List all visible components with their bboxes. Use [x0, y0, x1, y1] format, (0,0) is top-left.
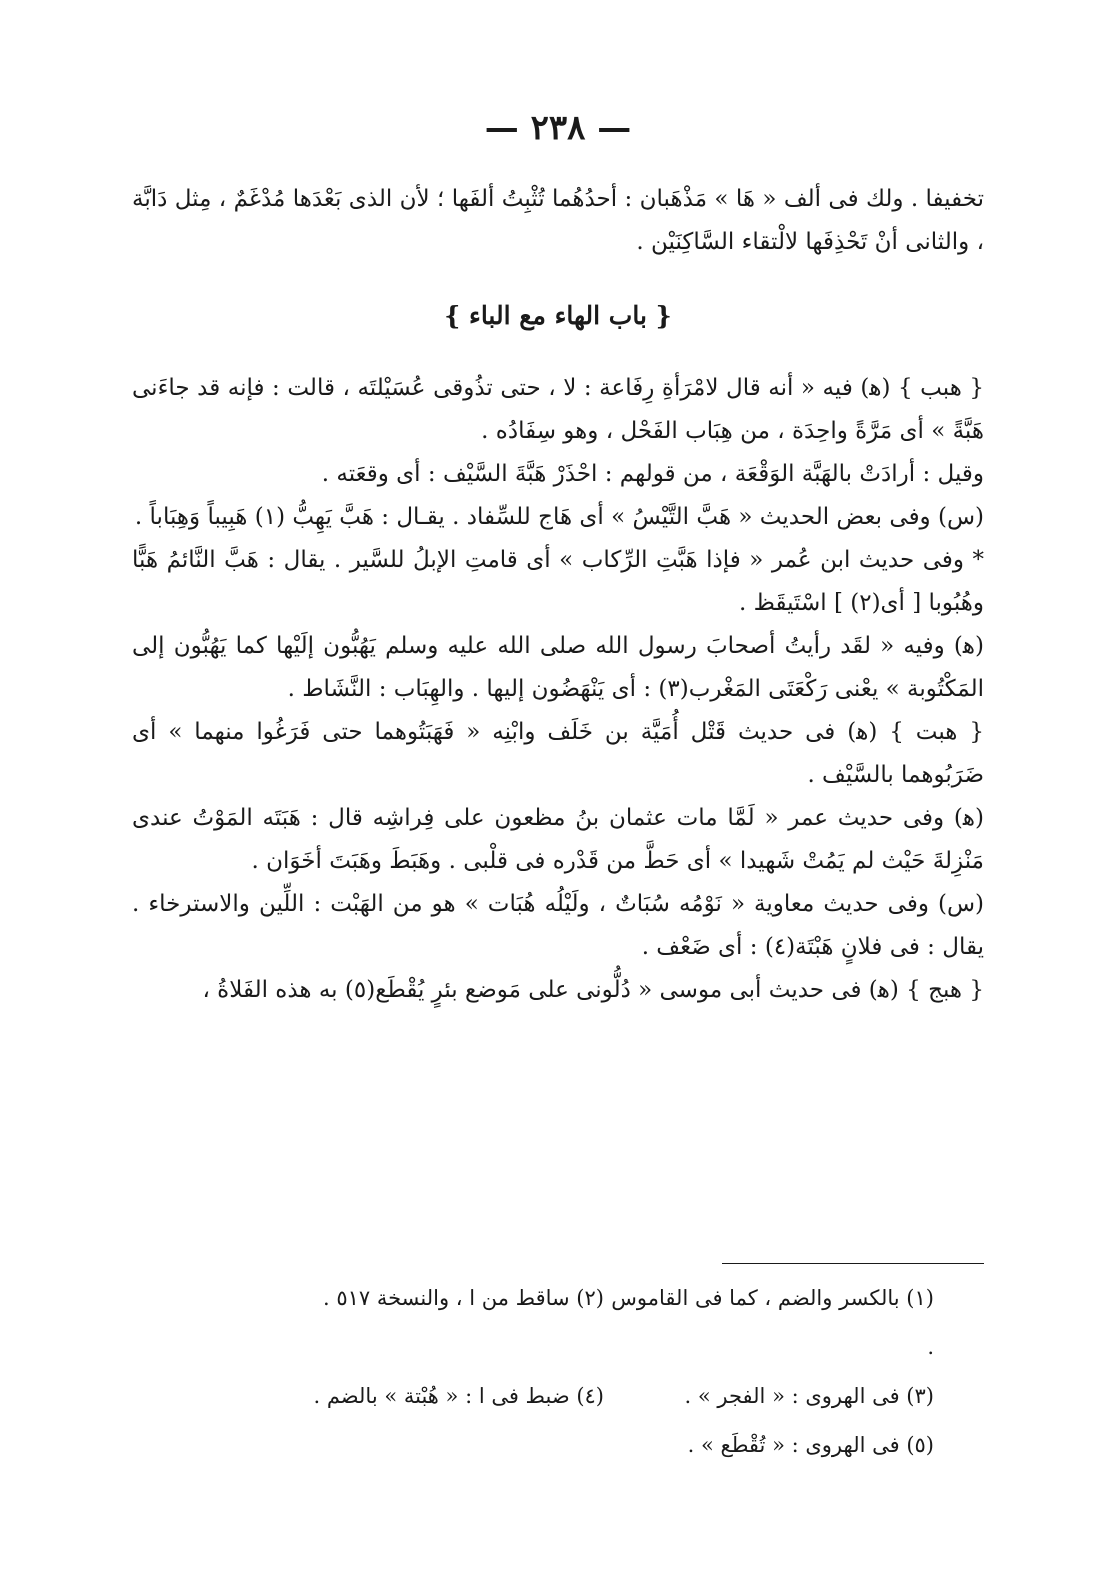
paragraph-habj: { هبج } (ﻫ) فى حديث أبى موسى « دُلُّونى على مَوضع بئرٍ يُقْطَع(٥) به هذه الفَلاةُ ،	[202, 977, 984, 1003]
footnote-row	[150, 1372, 934, 1421]
paragraph-habb-2: وقيل : أرادَتْ بالهَبَّة الوَقْعَة ، من قولهم : احْذَرْ هَبَّةَ السَّيْف : أى وقعَته .	[321, 461, 984, 487]
body-text	[132, 178, 984, 1012]
page-number: — ٢٣٨ —	[484, 108, 632, 148]
footnote-row	[150, 1421, 934, 1470]
footnote-5: (٥) فى الهروى : « تُقْطَع » .	[687, 1433, 934, 1457]
paragraph-habt-2: (ﻫ) وفى حديث عمر « لَمَّا مات عثمان بنُ مظعون على فِراشِه قال : هَبَتَه المَوْتُ عندى مَنْزِلةَ حَيْث لم يَمُتْ شَهيدا » أى حَطَّ من قَدْره فى قلْبى . وهَبَطَ وهَبَتَ أخَوَان .	[132, 805, 984, 874]
footnotes	[150, 1274, 934, 1470]
paragraph-habt: { هبت } (ﻫ) فى حديث قَتْل أُمَيَّة بن خَلَف وابْنِه « فَهَبَتُوهما حتى فَرَغُوا منهما » أى ضَرَبُوهما بالسَّيْف .	[132, 719, 984, 788]
paragraph-intro: تخفيفا . ولك فى ألف « هَا » مَذْهَبان : أحدُهُما تُثْبِتُ ألفَها ؛ لأن الذى بَعْدَها مُدْغَمٌ ، مِثل دَابَّة ، والثانى أنْ تَحْذِفَها لالْتقاء السَّاكِنَيْن .	[132, 186, 984, 255]
footnote-2: (٢) ساقط من ا ، والنسخة ٥١٧ .	[322, 1286, 604, 1310]
paragraph-habb: { هبب } (ﻫ) فيه « أنه قال لامْرَأةِ رِفَاعة : لا ، حتى تذُوقى عُسَيْلتَه ، قالت : فإنه قد جاءَنى هَبَّةً » أى مَرَّةً واحِدَة ، من هِبَاب الفَحْل ، وهو سِفَادُه .	[132, 375, 984, 444]
footnote-1: (١) بالكسر والضم ، كما فى القاموس .	[611, 1286, 934, 1359]
paragraph-habt-3: (س) وفى حديث معاوية « نَوْمُه سُبَاتٌ ، ولَيْلُه هُبَات » هو من الهَبْت : اللِّين والاسترخاء . يقال : فى فلانٍ هَبْتَة(٤) : أى ضَعْف .	[132, 891, 984, 960]
paragraph-habb-5: (ﻫ) وفيه « لقَد رأيتُ أصحابَ رسول الله صلى الله عليه وسلم يَهُبُّون إلَيْها كما يَهُبُّون إلى المَكْتُوبة » يعْنى رَكْعَتَى المَغْرب(٣) : أى يَنْهَضُون إليها . والهِبَاب : النَّشَاط .	[132, 633, 984, 702]
paragraph-habb-3: (س) وفى بعض الحديث « هَبَّ التَّيْسُ » أى هَاج للسِّفاد . يقـال : هَبَّ يَهِبُّ (١) هَبِيباً وَهِبَاباً .	[134, 504, 984, 530]
section-heading: { باب الهاء مع الباء }	[444, 301, 672, 330]
footnote-4: (٤) ضبط فى ا : « هُبْتة » بالضم .	[313, 1384, 604, 1408]
footnote-divider	[722, 1263, 984, 1264]
footnote-row	[150, 1274, 934, 1372]
paragraph-habb-4: * وفى حديث ابن عُمر « فإذا هَبَّتِ الرِّكاب » أى قامتِ الإبلُ للسَّير . يقال : هَبَّ النَّائمُ هَبًّا وهُبُوبا [ أى(٢) ] اسْتَيقَظ .	[132, 547, 984, 616]
footnote-3: (٣) فى الهروى : « الفجر » .	[684, 1384, 934, 1408]
